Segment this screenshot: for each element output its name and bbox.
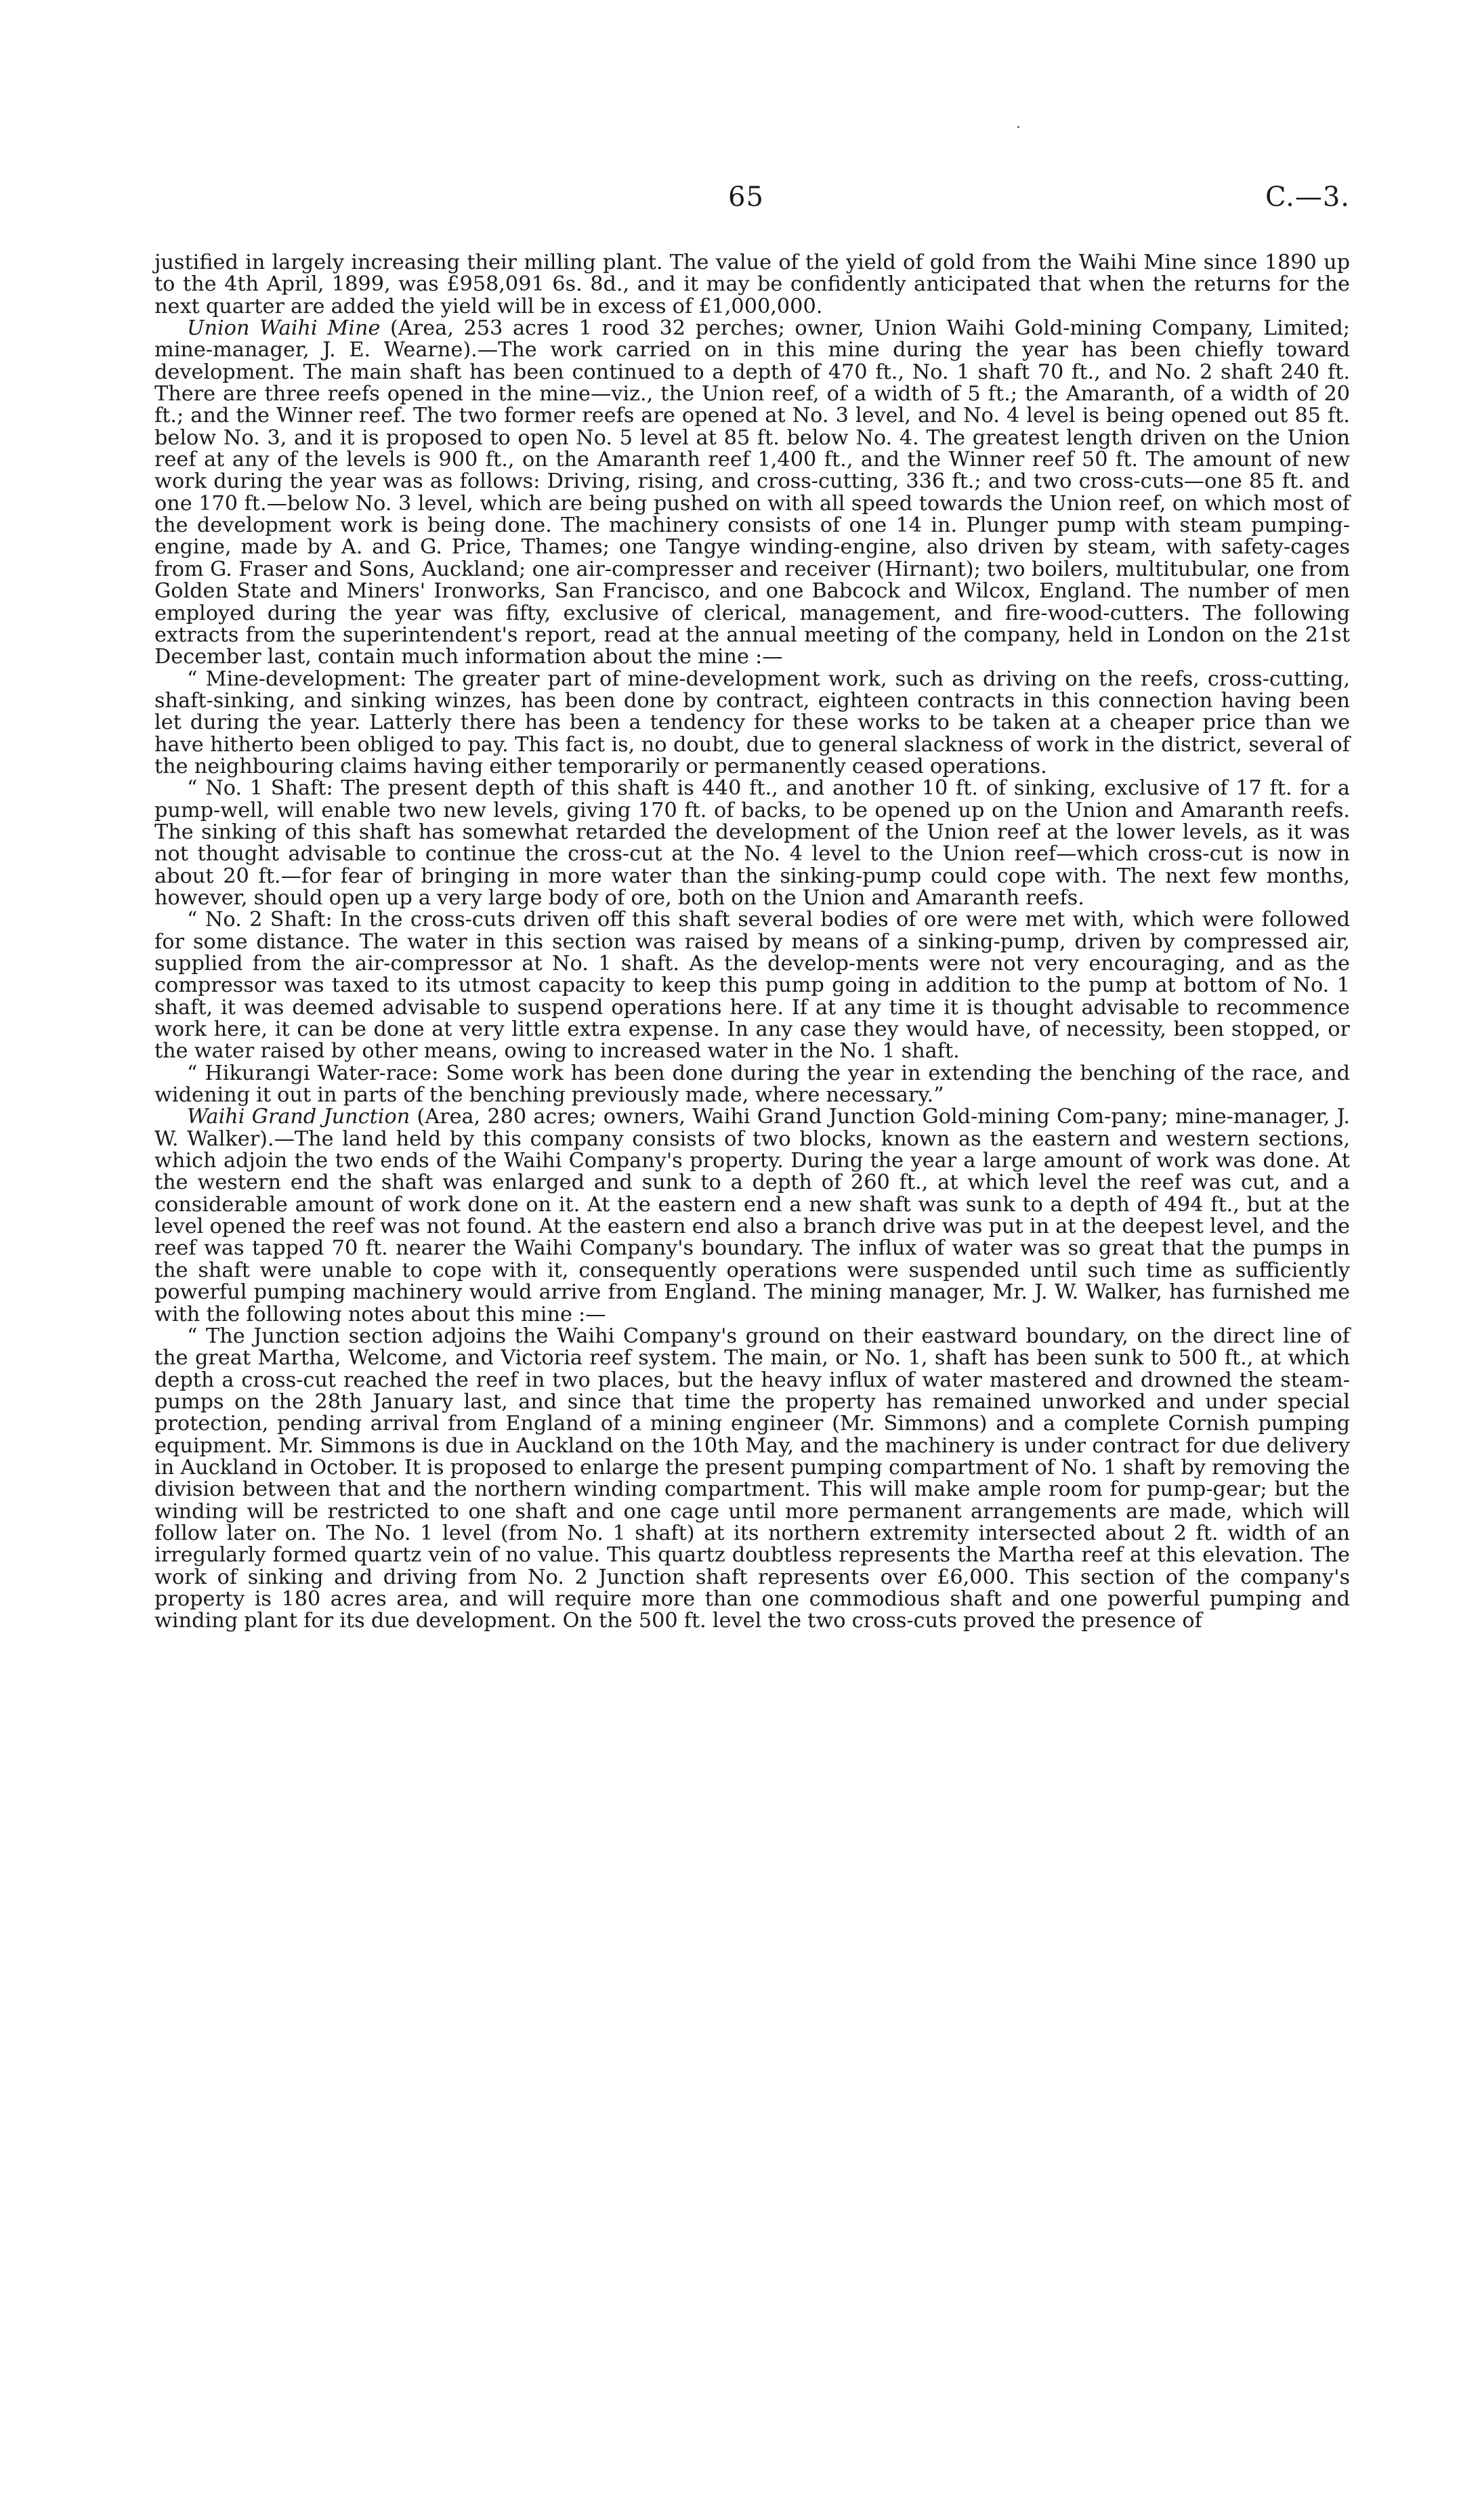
paragraph-waihi-grand-junction: [154, 1106, 1350, 1325]
paragraph-text: “ Hikurangi Water-race: Some work has been done during the year in extending the benching of the race, and widening it out in parts of the benching previously made, where necessary.”: [154, 1061, 1350, 1108]
paragraph-text: justified in largely increasing their milling plant. The value of the yield of gold from the Waihi Mine since 1890 up to the 4th April, 1899, was £958,091 6s. 8d., and it may be confidently anticipated that when the returns for the next quarter are added the yield will be in excess of £1,000,000.: [154, 251, 1350, 318]
paragraph-text: “ The Junction section adjoins the Waihi Company's ground on their eastward boundary, on the direct line of the great Martha, Welcome, and Victoria reef system. The main, or No. 1, shaft has been sunk to 500 ft., at which depth a cross-cut reached the reef in two places, but the heavy influx of water mastered and drowned the steam-pumps on the 28th January last, and since that time the property has remained unworked and under special protection, pending arrival from England of a mining engineer (Mr. Simmons) and a complete Cornish pumping equipment. Mr. Simmons is due in Auckland on the 10th May, and the machinery is under contract for due delivery in Auckland in October. It is proposed to enlarge the present pumping compartment of No. 1 shaft by removing the division between that and the northern winding compartment. This will make ample room for pump-gear; but the winding will be restricted to one shaft and one cage until more permanent arrangements are made, which will follow later on. The No. 1 level (from No. 1 shaft) at its northern extremity intersected about 2 ft. width of an irregularly formed quartz vein of no value. This quartz doubtless represents the Martha reef at this elevation. The work of sinking and driving from No. 2 Junction shaft represents over £6,000. This section of the company's property is 180 acres area, and will require more than one commodious shaft and one powerful pumping and winding plant for its due development. On the 500 ft. level the two cross-cuts proved the presence of: [154, 1324, 1350, 1633]
document-reference: C.—3.: [1265, 182, 1350, 213]
paragraph-text: “ No. 1 Shaft: The present depth of this shaft is 440 ft., and another 10 ft. of sinking, exclusive of 17 ft. for a pump-well, will enable two new levels, giving 170 ft. of backs, to be opened up on the Union and Amaranth reefs. The sinking of this shaft has somewhat retarded the development of the Union reef at the lower levels, as it was not thought advisable to continue the cross-cut at the No. 4 level to the Union reef—which cross-cut is now in about 20 ft.—for fear of bringing in more water than the sinking-pump could cope with. The next few months, however, should open up a very large body of ore, both on the Union and Amaranth reefs.: [154, 776, 1350, 910]
paragraph-union-waihi-mine: [154, 318, 1350, 669]
paper-speck: [1017, 126, 1019, 128]
quote-no1-shaft: [154, 778, 1350, 909]
quote-hikurangi-water-race: [154, 1063, 1350, 1107]
mine-name: Waihi Grand Junction: [187, 1105, 410, 1129]
quote-no2-shaft: [154, 909, 1350, 1062]
page-header: [154, 182, 1350, 222]
paragraph-text: (Area, 280 acres; owners, Waihi Grand Junction Gold-mining Com-pany; mine-manager, J. W. Walker).—The land held by this company consists of two blocks, known as the eastern and western sections, which adjoin the two ends of the Waihi Company's property. During the year a large amount of work was done. At the western end the shaft was enlarged and sunk to a depth of 260 ft., at which level the reef was cut, and a considerable amount of work done on it. At the eastern end a new shaft was sunk to a depth of 494 ft., but at the level opened the reef was not found. At the eastern end also a branch drive was put in at the deepest level, and the reef was tapped 70 ft. nearer the Waihi Company's boundary. The influx of water was so great that the pumps in the shaft were unable to cope with it, consequently operations were suspended until such time as sufficiently powerful pumping machinery would arrive from England. The mining manager, Mr. J. W. Walker, has furnished me with the following notes about this mine :—: [154, 1105, 1350, 1326]
paragraph-text: (Area, 253 acres 1 rood 32 perches; owner, Union Waihi Gold-mining Company, Limited; mine-manager, J. E. Wearne).—The work carried on in this mine during the year has been chiefly toward development. The main shaft has been continued to a depth of 470 ft., No. 1 shaft 70 ft., and No. 2 shaft 240 ft. There are three reefs opened in the mine—viz., the Union reef, of a width of 5 ft.; the Amaranth, of a width of 20 ft.; and the Winner reef. The two former reefs are opened at No. 3 level, and No. 4 level is being opened out 85 ft. below No. 3, and it is proposed to open No. 5 level at 85 ft. below No. 4. The greatest length driven on the Union reef at any of the levels is 900 ft., on the Amaranth reef 1,400 ft., and the Winner reef 50 ft. The amount of new work during the year was as follows: Driving, rising, and cross-cutting, 336 ft.; and two cross-cuts—one 85 ft. and one 170 ft.—below No. 3 level, which are being pushed on with all speed towards the Union reef, on which most of the development work is being done. The machinery consists of one 14 in. Plunger pump with steam pumping-engine, made by A. and G. Price, Thames; one Tangye winding-engine, also driven by steam, with safety-cages from G. Fraser and Sons, Auckland; one air-compresser and receiver (Hirnant); two boilers, multitubular, one from Golden State and Miners' Ironworks, San Francisco, and one Babcock and Wilcox, England. The number of men employed during the year was fifty, exclusive of clerical, management, and fire-wood-cutters. The following extracts from the superintendent's report, read at the annual meeting of the company, held in London on the 21st December last, contain much information about the mine :—: [154, 316, 1350, 669]
page-number: 65: [728, 182, 764, 213]
mine-name: Union Waihi Mine: [187, 316, 381, 341]
quote-junction-section: [154, 1326, 1350, 1633]
body-text: [154, 252, 1350, 1633]
paragraph-waihi-yield: [154, 252, 1350, 318]
paragraph-text: “ No. 2 Shaft: In the cross-cuts driven off this shaft several bodies of ore were met with, which were followed for some distance. The water in this section was raised by means of a sinking-pump, driven by compressed air, supplied from the air-compressor at No. 1 shaft. As the develop-ments were not very encouraging, and as the compressor was taxed to its utmost capacity to keep this pump going in addition to the pump at bottom of No. 1 shaft, it was deemed advisable to suspend operations here. If at any time it is thought advisable to recommence work here, it can be done at very little extra expense. In any case they would have, of necessity, been stopped, or the water raised by other means, owing to increased water in the No. 1 shaft.: [154, 908, 1350, 1064]
quote-mine-development: [154, 669, 1350, 778]
paragraph-text: “ Mine-development: The greater part of mine-development work, such as driving on the reefs, cross-cutting, shaft-sinking, and sinking winzes, has been done by contract, eighteen contracts in this connection having been let during the year. Latterly there has been a tendency for these works to be taken at a cheaper price than we have hitherto been obliged to pay. This fact is, no doubt, due to general slackness of work in the district, several of the neighbouring claims having either temporarily or permanently ceased operations.: [154, 667, 1350, 778]
